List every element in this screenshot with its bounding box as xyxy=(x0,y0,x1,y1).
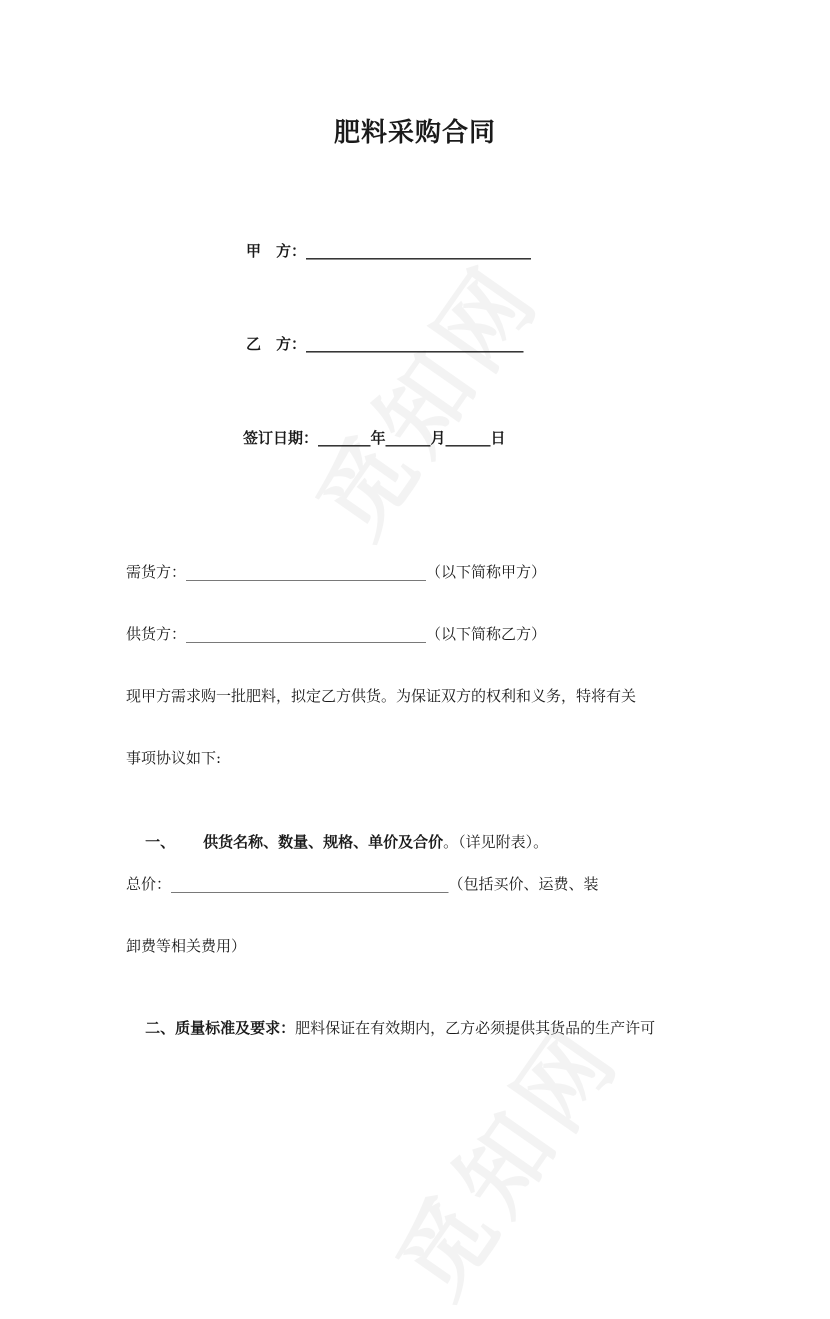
buyer-line: 需货方：________________________________（以下简称甲方） xyxy=(126,563,547,581)
party-b-field: 乙 方：_____________________________ xyxy=(246,335,524,353)
section-2-heading: 二、质量标准及要求： xyxy=(145,1019,296,1037)
section-1-tail: 。（详见附表）。 xyxy=(443,833,549,851)
total-price-line-2: 卸费等相关费用） xyxy=(126,937,247,955)
section-1-heading: 供货名称、数量、规格、单价及合价 xyxy=(203,833,444,851)
intro-line-2: 事项协议如下: xyxy=(126,749,222,767)
intro-line-1: 现甲方需求购一批肥料，拟定乙方供货。为保证双方的权利和义务，特将有关 xyxy=(126,687,637,705)
section-2 xyxy=(126,998,655,1058)
total-price-line-1: 总价：_____________________________________（包括买价、运费、装 xyxy=(126,875,599,893)
party-a-field: 甲 方：______________________________ xyxy=(246,242,532,260)
supplier-line: 供货方：________________________________（以下简称乙方） xyxy=(126,625,547,643)
section-2-text: 肥料保证在有效期内，乙方必须提供其货品的生产许可 xyxy=(295,1019,656,1037)
watermark-upper xyxy=(281,233,565,559)
section-1-number: 一、 xyxy=(145,833,176,851)
contract-title: 肥料采购合同 xyxy=(333,118,496,148)
sign-date-field: 签订日期：_______年______月______日 xyxy=(243,429,506,447)
section-1 xyxy=(126,812,548,872)
